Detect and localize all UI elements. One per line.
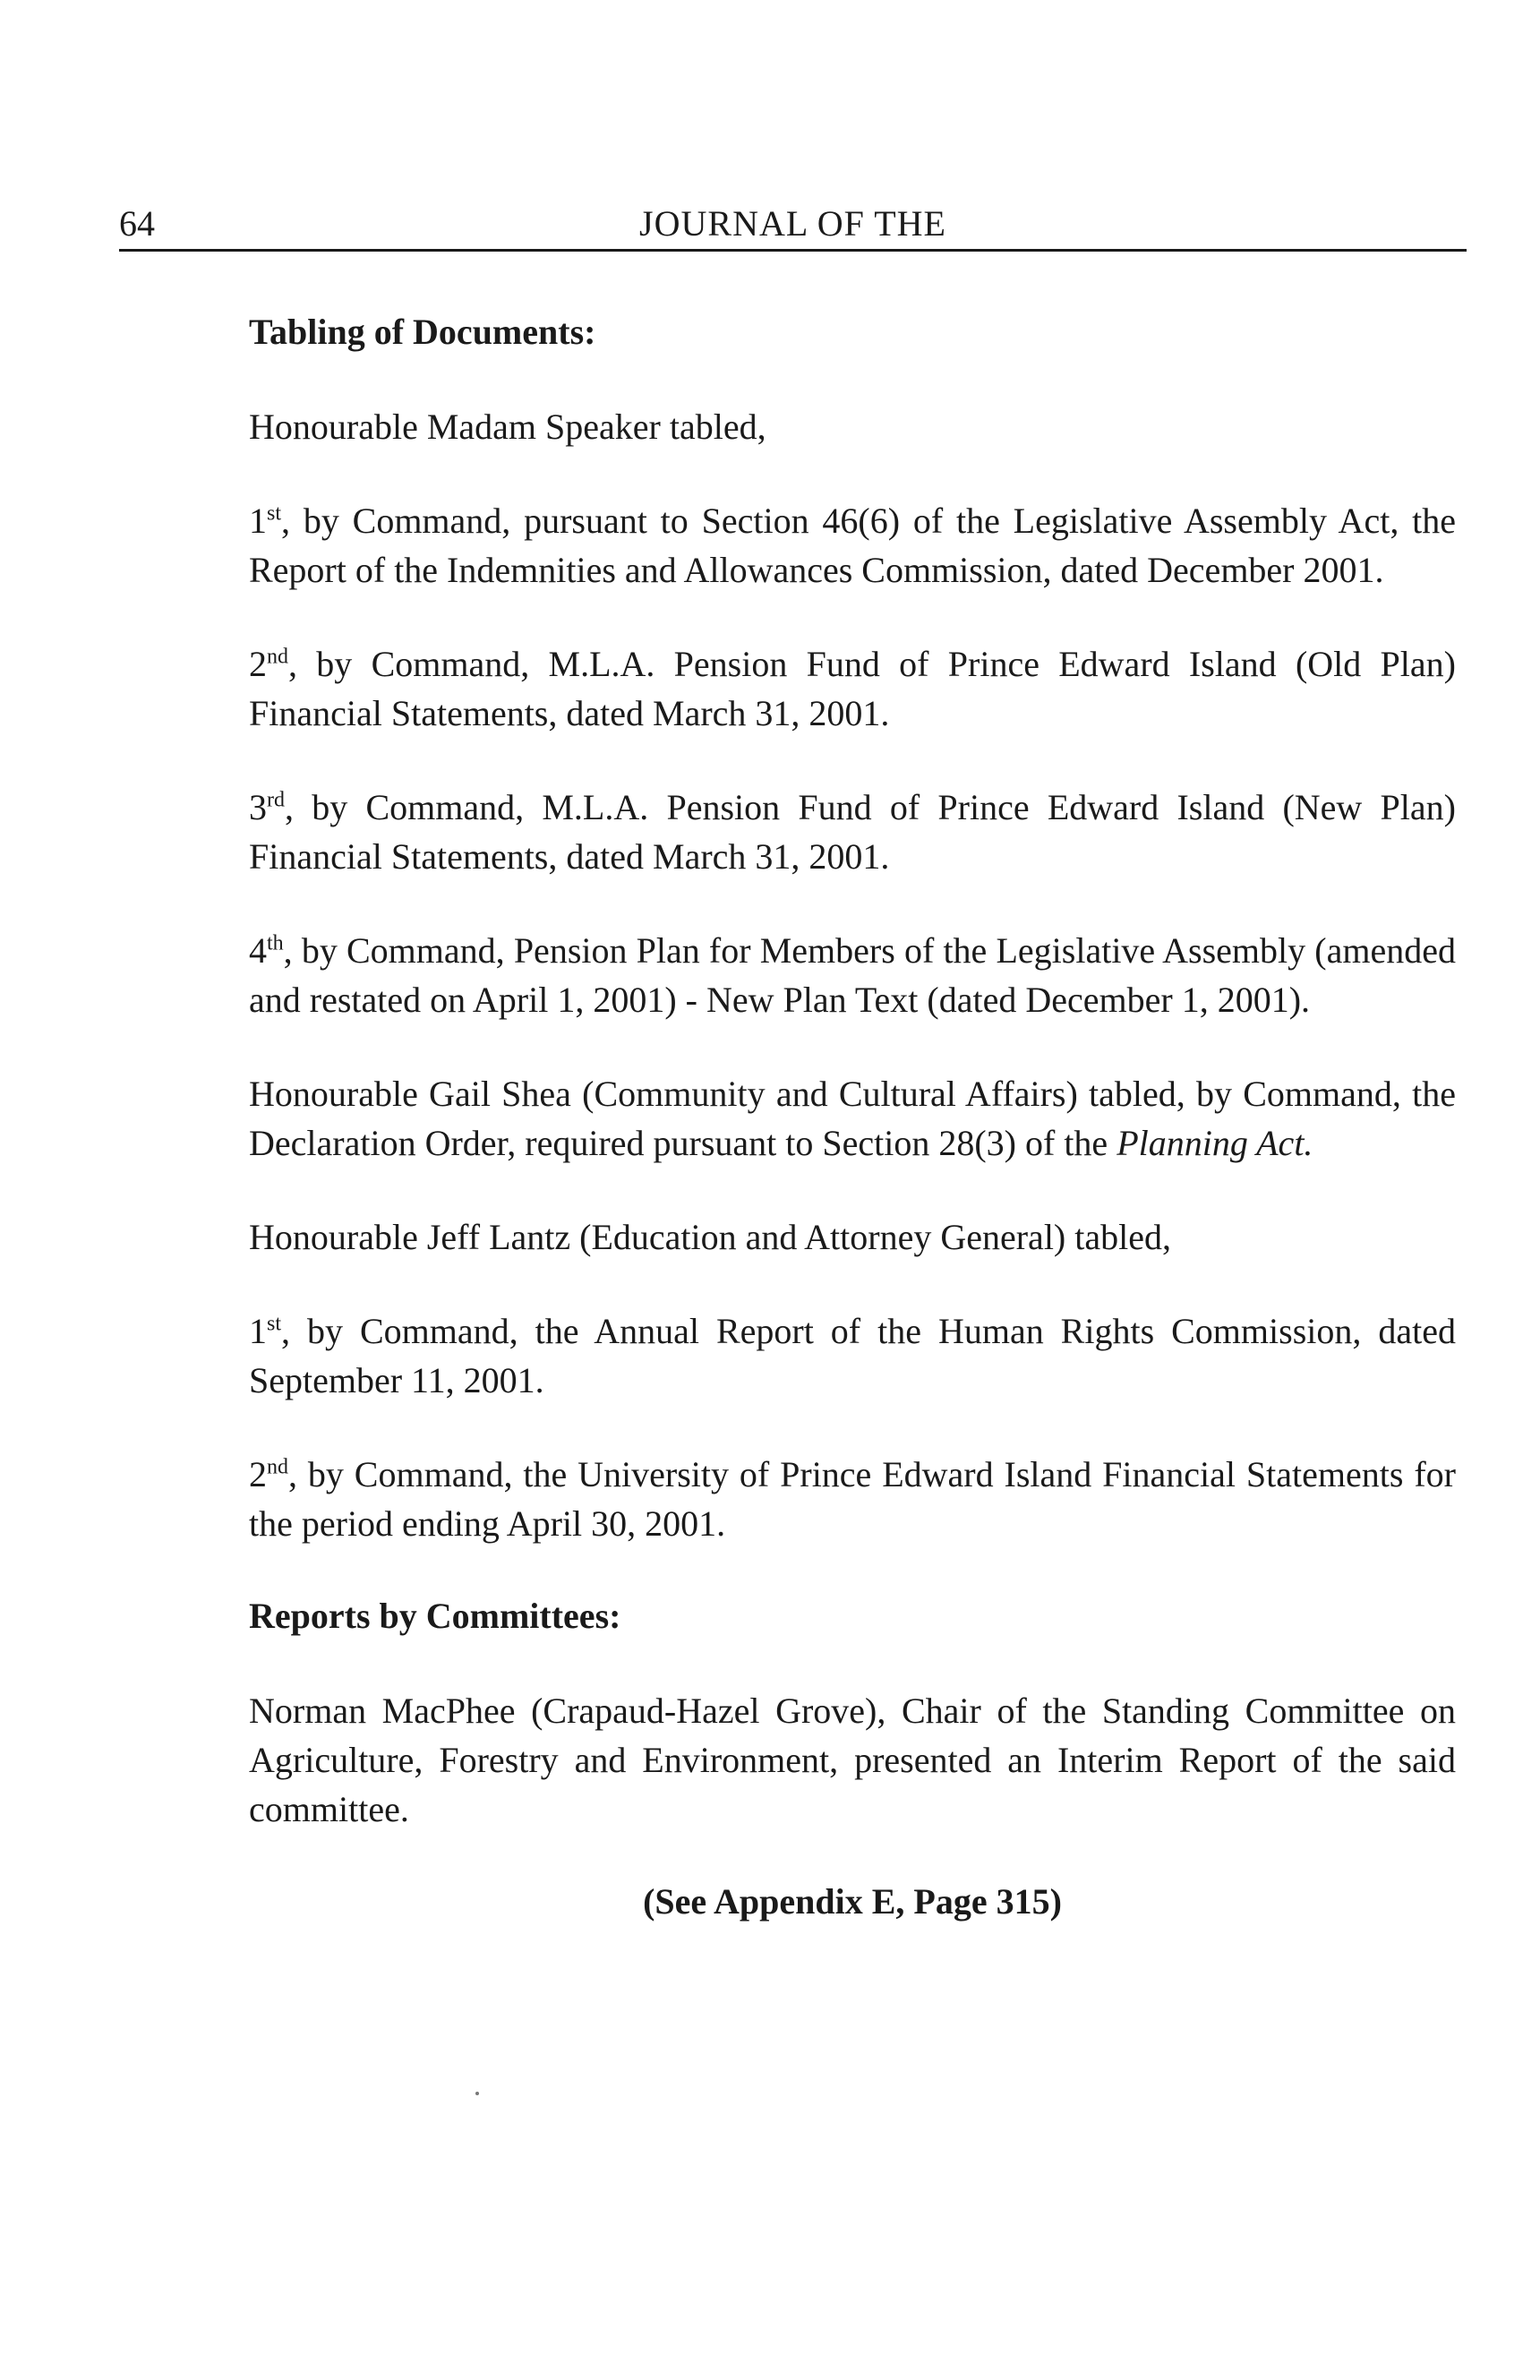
item-ordinal: nd (267, 1455, 288, 1479)
shea-text: Honourable Gail Shea (Community and Cultural Affairs) tabled, by Command, the Declaration Order, required pursuant to Section 28(3) of the (249, 1074, 1456, 1163)
macphee-paragraph: Norman MacPhee (Crapaud-Hazel Grove), Chair of the Standing Committee on Agriculture, Forestry and Environment, presented an Interim Report of the said committee. (249, 1691, 1456, 1829)
item-text: , by Command, the University of Prince Edward Island Financial Statements for the period ending April 30, 2001. (249, 1454, 1456, 1544)
item-ordinal: th (267, 931, 284, 955)
appendix-note: (See Appendix E, Page 315) (643, 1881, 1062, 1922)
lantz-item-2 (249, 1450, 1456, 1548)
journal-title: JOURNAL OF THE (639, 203, 946, 244)
item-text: , by Command, Pension Plan for Members of the Legislative Assembly (amended and restated on April 1, 2001) - New Plan Text (dated December 1, 2001). (249, 930, 1456, 1020)
tabled-item-4 (249, 926, 1456, 1024)
item-number: 2 (249, 1454, 267, 1494)
lantz-intro: Honourable Jeff Lantz (Education and Attorney General) tabled, (249, 1217, 1171, 1257)
item-text: , by Command, M.L.A. Pension Fund of Prince Edward Island (Old Plan) Financial Statements, dated March 31, 2001. (249, 644, 1456, 733)
tabled-item-3 (249, 783, 1456, 881)
item-ordinal: st (267, 501, 282, 526)
tabled-item-2 (249, 639, 1456, 738)
item-ordinal: nd (267, 645, 288, 669)
scan-speck (475, 2092, 479, 2095)
shea-paragraph (249, 1069, 1456, 1168)
item-number: 1 (249, 1311, 267, 1351)
page-number: 64 (119, 203, 155, 244)
item-number: 3 (249, 787, 267, 827)
running-head (119, 195, 1467, 252)
tabling-heading: Tabling of Documents: (249, 312, 596, 352)
item-ordinal: rd (267, 788, 285, 812)
page-body (249, 309, 1456, 1925)
item-text: , by Command, the Annual Report of the Human Rights Commission, dated September 11, 2001. (249, 1311, 1456, 1400)
item-text: , by Command, pursuant to Section 46(6) of the Legislative Assembly Act, the Report of the Indemnities and Allowances Commission, dated December 2001. (249, 501, 1456, 590)
item-number: 2 (249, 644, 267, 684)
item-number: 1 (249, 501, 267, 541)
item-text: , by Command, M.L.A. Pension Fund of Prince Edward Island (New Plan) Financial Statements, dated March 31, 2001. (249, 787, 1456, 877)
planning-act-title: Planning Act. (1116, 1123, 1313, 1163)
tabled-item-1 (249, 496, 1456, 595)
item-number: 4 (249, 930, 267, 971)
reports-heading: Reports by Committees: (249, 1596, 621, 1636)
speaker-intro: Honourable Madam Speaker tabled, (249, 407, 766, 447)
item-ordinal: st (267, 1312, 282, 1336)
lantz-item-1 (249, 1306, 1456, 1405)
